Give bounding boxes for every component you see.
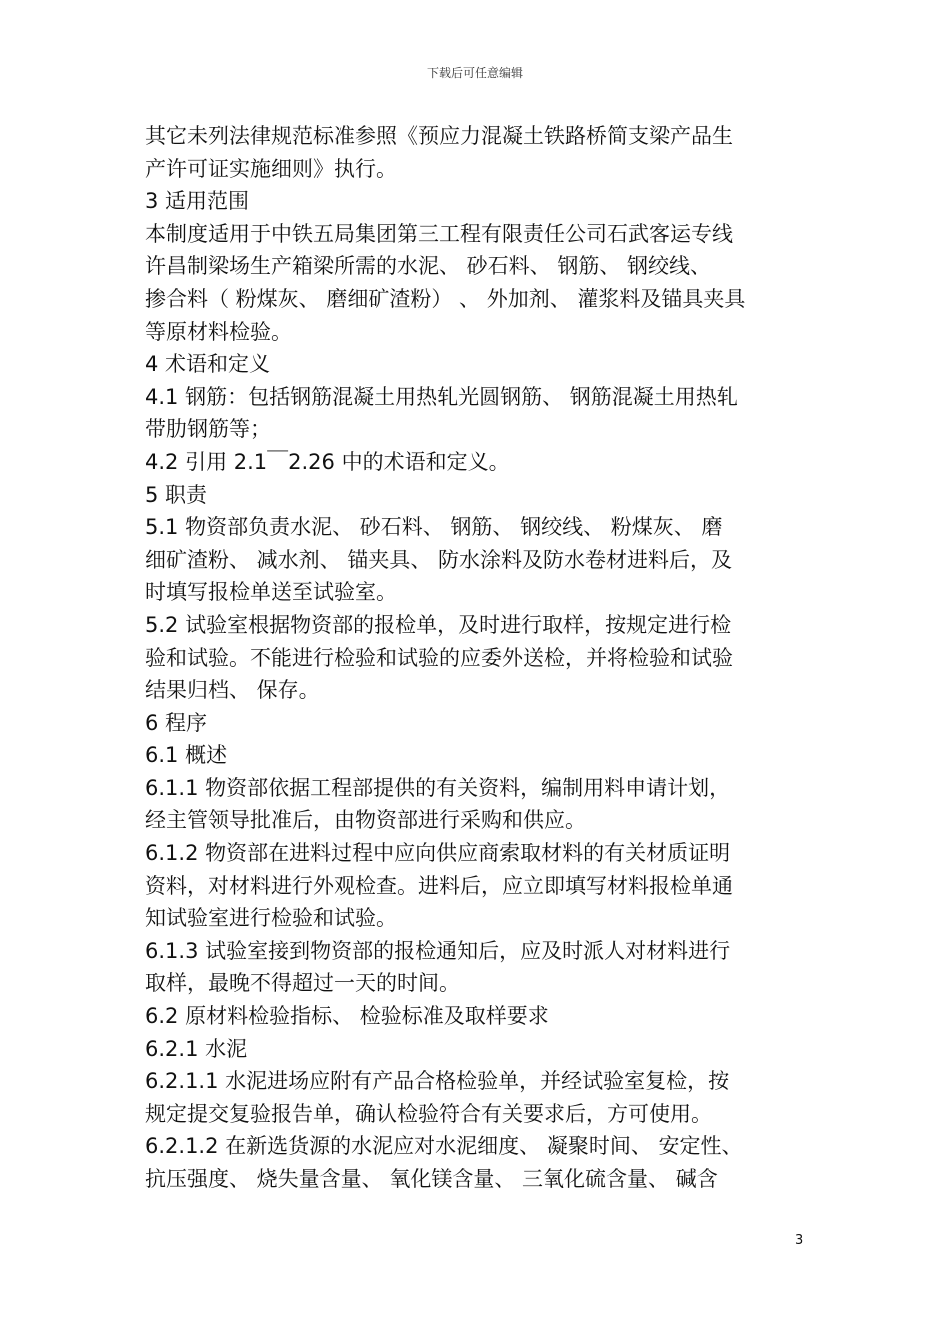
- text-line: 知试验室进行检验和试验。: [145, 906, 397, 931]
- text-line: 5.1 物资部负责水泥、 砂石料、 钢筋、 钢绞线、 粉煤灰、 磨: [145, 515, 723, 540]
- text-line: 时填写报检单送至试验室。: [145, 580, 397, 605]
- text-line: 经主管领导批准后，由物资部进行采购和供应。: [145, 808, 586, 833]
- text-line: 6.2 原材料检验指标、 检验标准及取样要求: [145, 1004, 549, 1029]
- text-line: 3 适用范围: [145, 189, 250, 214]
- text-line: 产许可证实施细则》执行。: [145, 156, 397, 181]
- page-number: 3: [795, 1233, 804, 1248]
- text-line: 规定提交复验报告单，确认检验符合有关要求后，方可使用。: [145, 1101, 712, 1126]
- text-line: 取样，最晚不得超过一天的时间。: [145, 971, 460, 996]
- text-line: 5 职责: [145, 482, 208, 507]
- text-line: 6.1.1 物资部依据工程部提供的有关资料，编制用料申请计划，: [145, 775, 731, 800]
- text-line: 6.1.2 物资部在进料过程中应向供应商索取材料的有关材质证明: [145, 841, 731, 866]
- text-line: 结果归档、 保存。: [145, 678, 320, 703]
- text-line: 许昌制梁场生产箱梁所需的水泥、 砂石料、 钢筋、 钢绞线、: [145, 254, 712, 279]
- text-line: 验和试验。不能进行检验和试验的应委外送检，并将检验和试验: [145, 645, 733, 670]
- text-line: 等原材料检验。: [145, 319, 292, 344]
- text-line: 4 术语和定义: [145, 352, 271, 377]
- text-line: 抗压强度、 烧失量含量、 氧化镁含量、 三氧化硫含量、 碱含: [145, 1167, 718, 1191]
- text-line: 6.1.3 试验室接到物资部的报检通知后，应及时派人对材料进行: [145, 938, 731, 963]
- body-text: [145, 120, 815, 1196]
- text-line: 5.2 试验室根据物资部的报检单，及时进行取样，按规定进行检: [145, 612, 732, 637]
- text-line: 4.1 钢筋：包括钢筋混凝土用热轧光圆钢筋、 钢筋混凝土用热轧: [145, 384, 738, 409]
- text-line: 6.2.1.2 在新选货源的水泥应对水泥细度、 凝聚时间、 安定性、: [145, 1134, 743, 1159]
- text-line: 带肋钢筋等；: [145, 417, 271, 442]
- text-line: 资料，对材料进行外观检查。进料后，应立即填写材料报检单通: [145, 873, 733, 898]
- text-line: 4.2 引用 2.1￣2.26 中的术语和定义。: [145, 449, 510, 474]
- text-line: 掺合料（ 粉煤灰、 磨细矿渣粉） 、 外加剂、 灌浆料及锚具夹具: [145, 286, 746, 311]
- text-line: 6.2.1.1 水泥进场应附有产品合格检验单，并经试验室复检，按: [145, 1069, 730, 1094]
- text-line: 6.2.1 水泥: [145, 1036, 248, 1061]
- text-line: 细矿渣粉、 减水剂、 锚夹具、 防水涂料及防水卷材进料后，及: [145, 547, 733, 572]
- text-line: 本制度适用于中铁五局集团第三工程有限责任公司石武客运专线: [145, 221, 733, 246]
- text-line: 6.1 概述: [145, 743, 228, 768]
- page-header: 下载后可任意编辑: [426, 66, 523, 80]
- text-line: 6 程序: [145, 710, 208, 735]
- text-line: 其它未列法律规范标准参照《预应力混凝土铁路桥简支梁产品生: [145, 124, 733, 148]
